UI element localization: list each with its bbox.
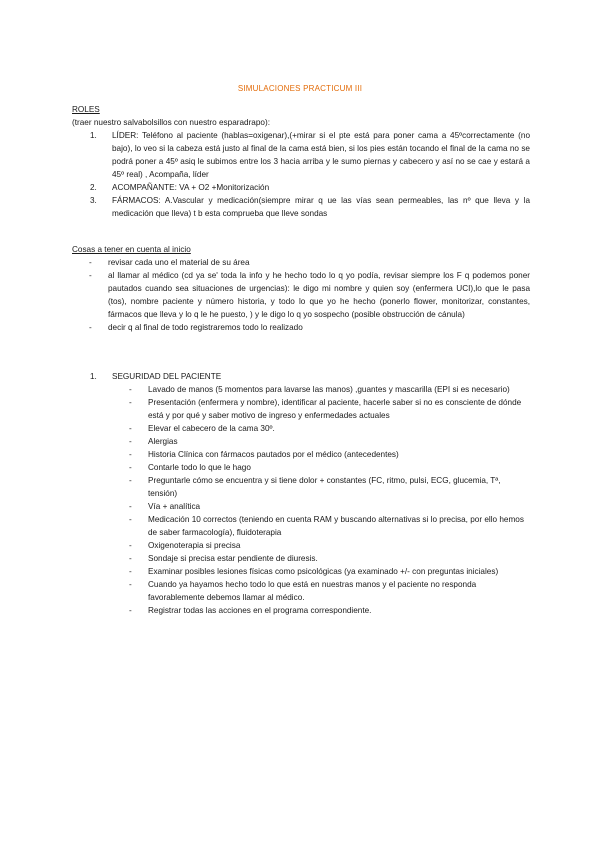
role-number: 2.: [90, 183, 97, 192]
list-item: [72, 513, 530, 539]
dash-marker: -: [129, 424, 132, 433]
list-item-text: decir q al final de todo registraremos todo lo realizado: [108, 323, 303, 332]
dash-marker: -: [129, 385, 132, 394]
dash-marker: -: [129, 398, 132, 407]
dash-marker: -: [89, 271, 92, 280]
list-item: [72, 604, 530, 617]
list-item: [72, 552, 530, 565]
list-item-text: Oxigenoterapia si precisa: [148, 541, 241, 550]
seguridad-heading-row: [72, 370, 530, 383]
cosas-heading: Cosas a tener en cuenta al inicio: [72, 245, 191, 254]
list-item-text: Vía + analítica: [148, 502, 201, 511]
role-text: A.Vascular y medicación(siempre mirar q ue las vías sean permeables, las nº que lleva y la medicación que lleva) t b esta comprueba que lleve sondas: [112, 196, 530, 218]
list-item-text: Medicación 10 correctos (teniendo en cuenta RAM y buscando alternativas si lo precisa, por ello hemos de saber farmacología), fluidoterapia: [148, 515, 524, 537]
role-text: Teléfono al paciente (hablas=oxigenar),(+mirar si el pte está para poner cama a 45ºcorrectamente (no bajo), lo veo si la cabeza está justo al final de la cama está bien, si los pies están tocando el final de la cama no se podrá poner a 45º asiq le subimos entre los 3 hacia arriba y le sumo piernas y cabecero y así no se cae y estará a 45º real) , Acompaña, líder: [112, 131, 530, 179]
dash-marker: -: [129, 554, 132, 563]
list-item-text: Cuando ya hayamos hecho todo lo que está en nuestras manos y el paciente no responda favorablemente debemos llamar al médico.: [148, 580, 477, 602]
list-item: [72, 461, 530, 474]
list-item-text: Historia Clínica con fármacos pautados por el médico (antecedentes): [148, 450, 399, 459]
cosas-section: [72, 243, 530, 334]
role-item-acompanante: [72, 181, 530, 194]
list-item: [72, 448, 530, 461]
list-item-text: Elevar el cabecero de la cama 30º.: [148, 424, 275, 433]
list-item: [72, 321, 530, 334]
dash-marker: -: [129, 476, 132, 485]
role-item-farmacos: [72, 194, 530, 220]
dash-marker: -: [129, 502, 132, 511]
dash-marker: -: [129, 567, 132, 576]
list-item-text: Contarle todo lo que le hago: [148, 463, 251, 472]
role-item-lider: [72, 129, 530, 181]
role-label: FÁRMACOS:: [112, 196, 161, 205]
list-item-text: Registrar todas las acciones en el programa correspondiente.: [148, 606, 372, 615]
dash-marker: -: [129, 541, 132, 550]
list-item: [72, 474, 530, 500]
dash-marker: -: [89, 323, 92, 332]
list-item-text: Examinar posibles lesiones físicas como psicológicas (ya examinado +/- con preguntas iniciales): [148, 567, 499, 576]
dash-marker: -: [129, 515, 132, 524]
role-text: VA + O2 +Monitorización: [176, 183, 270, 192]
seguridad-section: [72, 370, 530, 617]
roles-intro: (traer nuestro salvabolsillos con nuestro esparadrapo):: [72, 118, 270, 127]
list-item-text: Lavado de manos (5 momentos para lavarse las manos) ,guantes y mascarilla (EPI si es necesario): [148, 385, 510, 394]
dash-marker: -: [129, 606, 132, 615]
list-item: [72, 256, 530, 269]
cosas-list: [72, 256, 530, 334]
list-item: [72, 422, 530, 435]
list-item: [72, 269, 530, 321]
dash-marker: -: [129, 580, 132, 589]
list-item-text: Alergias: [148, 437, 178, 446]
list-item: [72, 565, 530, 578]
list-item-text: al llamar al médico (cd ya se' toda la info y he hecho todo lo q yo podía, revisar siempre los F q podemos poner pautados cuando sea situaciones de urgencias): le digo mi nombre y quien soy (enfermera UCI),lo que le pasa (tos), nombre paciente y número historia, y todo lo que yo he hecho (ponerlo flower, monitorizar, constantes, fármacos que lleva y lo q le he puesto, ) y le digo lo q yo sospecho (posible obstrucción de cánula): [108, 271, 530, 319]
role-label: ACOMPAÑANTE:: [112, 183, 177, 192]
seguridad-heading: SEGURIDAD DEL PACIENTE: [112, 372, 222, 381]
role-number: 1.: [90, 131, 97, 140]
role-number: 3.: [90, 196, 97, 205]
document-title: SIMULACIONES PRACTICUM III: [237, 84, 363, 93]
dash-marker: -: [89, 258, 92, 267]
list-item: [72, 578, 530, 604]
list-item: [72, 435, 530, 448]
dash-marker: -: [129, 450, 132, 459]
list-item-text: revisar cada uno el material de su área: [108, 258, 250, 267]
list-item-text: Sondaje si precisa estar pendiente de diuresis.: [148, 554, 318, 563]
dash-marker: -: [129, 437, 132, 446]
section-number: 1.: [90, 372, 97, 381]
roles-section: [72, 103, 530, 220]
dash-marker: -: [129, 463, 132, 472]
list-item: [72, 539, 530, 552]
list-item-text: Presentación (enfermera y nombre), identificar al paciente, hacerle saber si no es consciente de dónde está y por qué y saber motivo de ingreso y enfermedades actuales: [148, 398, 522, 420]
role-label: LÍDER:: [112, 131, 139, 140]
list-item: [72, 500, 530, 513]
list-item: [72, 396, 530, 422]
list-item-text: Preguntarle cómo se encuentra y si tiene dolor + constantes (FC, ritmo, pulsi, ECG, glucemia, Tª, tensión): [148, 476, 501, 498]
roles-heading: ROLES: [72, 105, 100, 114]
list-item: [72, 383, 530, 396]
roles-list: [72, 129, 530, 220]
seguridad-list: [72, 383, 530, 617]
